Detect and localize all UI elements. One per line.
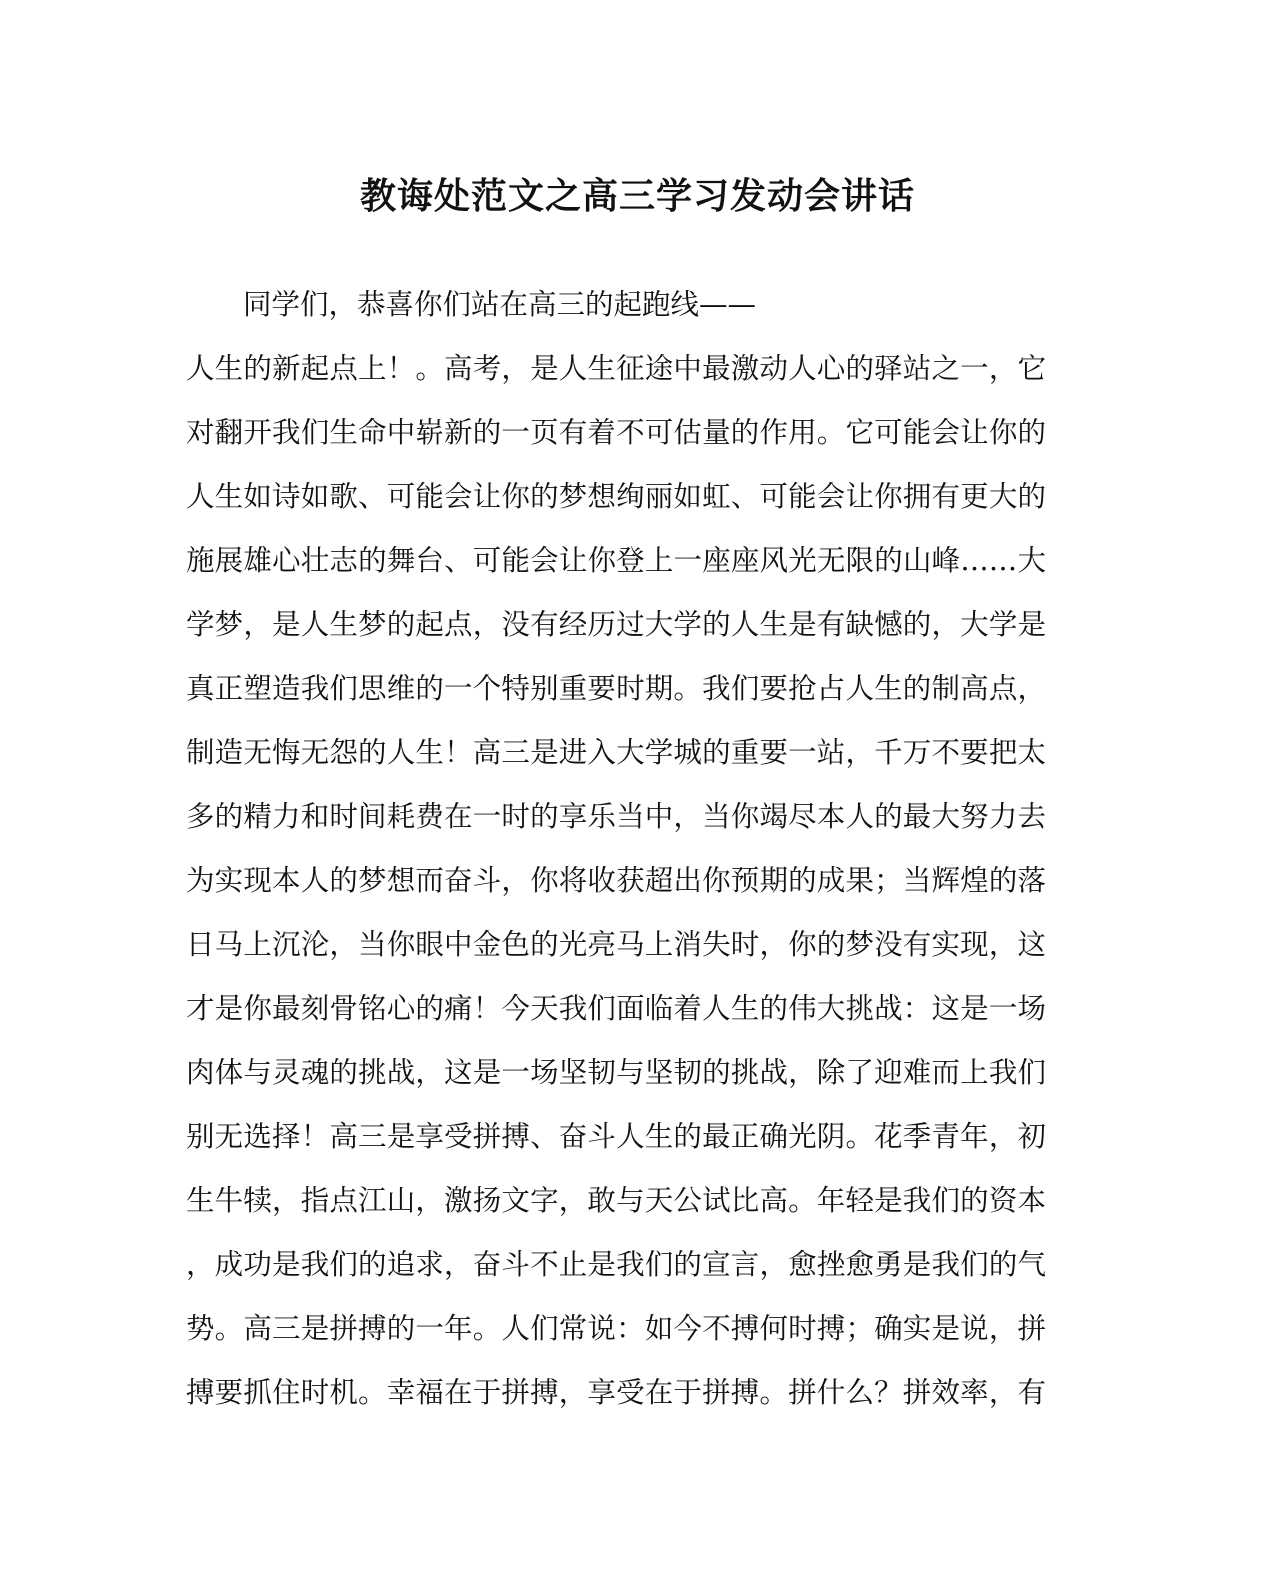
paragraph-line: 真正塑造我们思维的一个特别重要时期。我们要抢占人生的制高点， [186, 672, 1046, 705]
paragraph-line: 肉体与灵魂的挑战，这是一场坚韧与坚韧的挑战，除了迎难而上我们 [186, 1056, 1046, 1089]
paragraph-line: 为实现本人的梦想而奋斗，你将收获超出你预期的成果；当辉煌的落 [186, 864, 1046, 897]
paragraph-line: 生牛犊，指点江山，激扬文字，敢与天公试比高。年轻是我们的资本 [186, 1184, 1046, 1217]
paragraph-line: 才是你最刻骨铭心的痛！今天我们面临着人生的伟大挑战：这是一场 [186, 992, 1046, 1025]
paragraph-line: 制造无悔无怨的人生！高三是进入大学城的重要一站，千万不要把太 [186, 736, 1046, 769]
paragraph-line: ，成功是我们的追求，奋斗不止是我们的宣言，愈挫愈勇是我们的气 [186, 1248, 1046, 1281]
paragraph-line: 人生如诗如歌、可能会让你的梦想绚丽如虹、可能会让你拥有更大的 [186, 480, 1046, 513]
paragraph-line: 学梦，是人生梦的起点，没有经历过大学的人生是有缺憾的，大学是 [186, 608, 1046, 641]
paragraph-line: 人生的新起点上！。高考，是人生征途中最激动人心的驿站之一，它 [186, 352, 1046, 385]
document-title: 教诲处范文之高三学习发动会讲话 [359, 175, 915, 217]
paragraph-line: 施展雄心壮志的舞台、可能会让你登上一座座风光无限的山峰……大 [186, 544, 1046, 577]
paragraph-line: 多的精力和时间耗费在一时的享乐当中，当你竭尽本人的最大努力去 [186, 800, 1046, 833]
paragraph-line: 对翻开我们生命中崭新的一页有着不可估量的作用。它可能会让你的 [186, 416, 1046, 449]
paragraph-line: 别无选择！高三是享受拼搏、奋斗人生的最正确光阴。花季青年，初 [186, 1120, 1046, 1153]
paragraph-line: 日马上沉沦，当你眼中金色的光亮马上消失时，你的梦没有实现，这 [186, 928, 1046, 961]
paragraph-line: 搏要抓住时机。幸福在于拼搏，享受在于拼搏。拼什么？拼效率，有 [186, 1376, 1046, 1409]
paragraph-line: 同学们，恭喜你们站在高三的起跑线—— [243, 288, 757, 321]
paragraph-line: 势。高三是拼搏的一年。人们常说：如今不搏何时搏；确实是说，拼 [186, 1312, 1046, 1345]
